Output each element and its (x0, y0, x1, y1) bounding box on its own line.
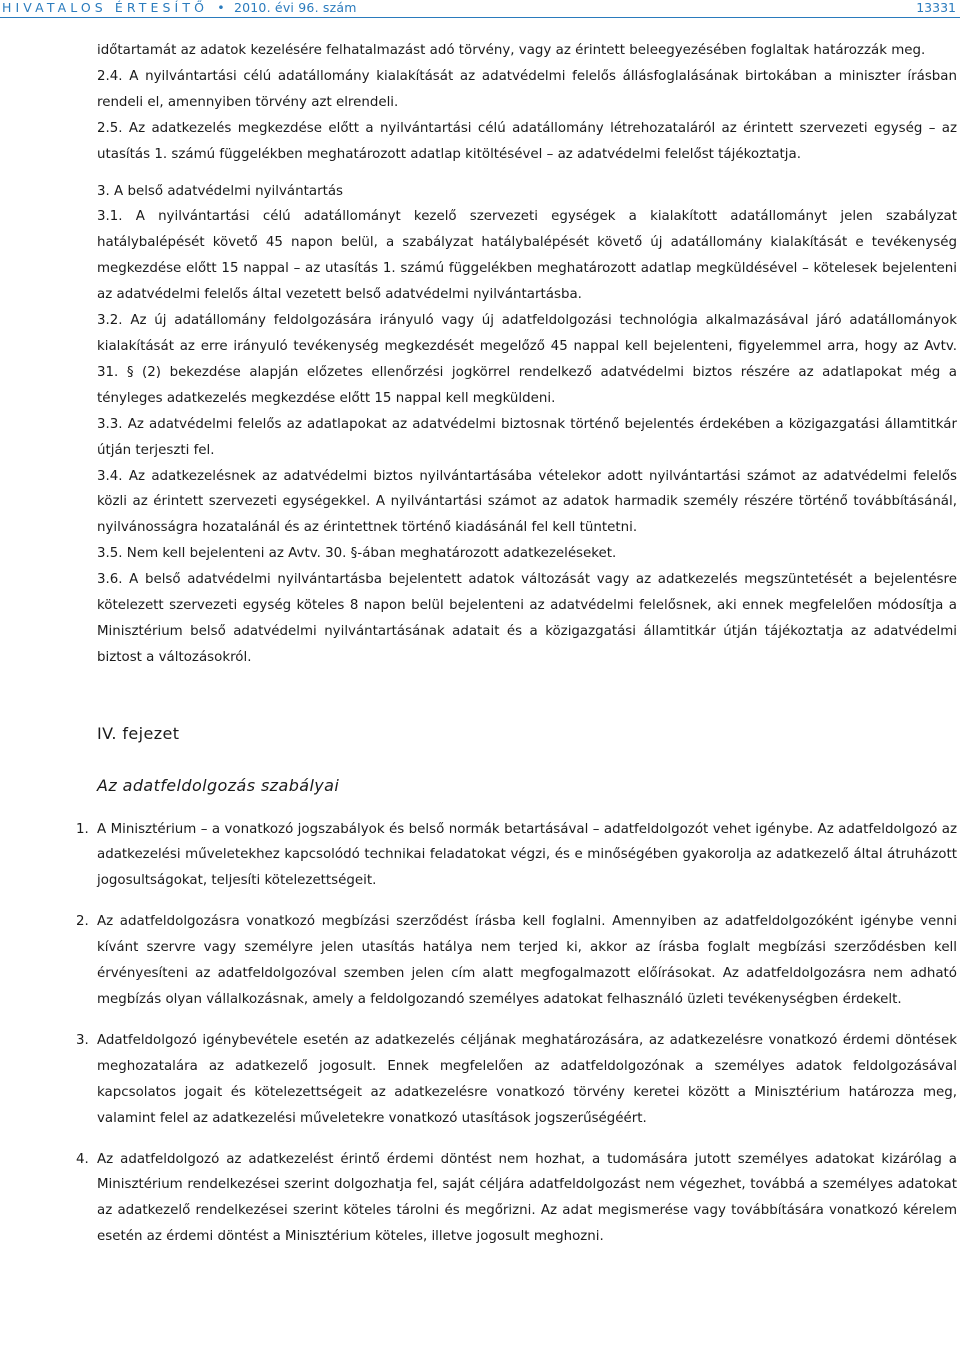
bullet-separator: • (217, 0, 225, 15)
document-body (76, 38, 957, 1250)
paragraph-continuation: időtartamát az adatok kezelésére felhatalmazást adó törvény, vagy az érintett beleegyezésében foglaltak határozzák meg. (97, 43, 926, 58)
chapter-subtitle: Az adatfeldolgozás szabályai (97, 775, 340, 795)
paragraph-3-6: 3.6. A belső adatvédelmi nyilvántartásba bejelentett adatok változását vagy az adatkezelés megszüntetését a bejelentésre kötelezett szervezeti egység köteles 8 napon belül bejelenteni az adatvédelmi felelősnek, aki ennek megfelelően módosítja a Minisztérium belső adatvédelmi nyilvántartásának adatait és a közigazgatási államtitkár útján tájékoztatja az adatvédelmi biztost a változásokról. (97, 572, 957, 665)
paragraph-3-4: 3.4. Az adatkezelésnek az adatvédelmi biztos nyilvántartásába vételekor adott nyilvántartási számot az adatvédelmi felelős közli az érintett szervezeti egységekkel. A nyilvántartási számot az adatok harmadik személy részére történő továbbításánál, nyilvánosságra hozatalánál és az érintettnek történő kiadásánál fel kell tüntetni. (97, 468, 957, 536)
paragraph-3-5: 3.5. Nem kell bejelenteni az Avtv. 30. §-ában meghatározott adatkezeléseket. (97, 546, 617, 562)
page-number: 13331 (916, 0, 956, 15)
issue-label: 2010. évi 96. szám (233, 0, 357, 15)
section-3-heading: 3. A belső adatvédelmi nyilvántartás (97, 183, 344, 199)
spacer (97, 1132, 957, 1147)
spacer (97, 894, 957, 909)
paragraph-3-1: 3.1. A nyilvántartási célú adatállományt kezelő szervezeti egységek a kialakított adatállományt jelen szabályzat hatálybalépését követő 45 napon belül, a szabályzat hatálybalépését követő új adatállomány kialakítását e tevékenység megkezdése előtt 15 nappal – az utasítás 1. számú függelékben meghatározott adatlap megküldésével – kötelesek bejelenteni az adatvédelmi felelős által vezetett belső adatvédelmi nyilvántartásba. (97, 209, 957, 303)
list-item-text: Adatfeldolgozó igénybevétele esetén az adatkezelés céljának meghatározására, az adatkezelésre vonatkozó érdemi döntések meghozatalára az adatkezelő jogosult. Ennek megfelelően az adatfeldolgozónak a személyes adatok feldolgozásával kapcsolatos jogait és kötelezettségeit az adatkezelésre vonatkozó törvény keretei között a Minisztérium határozza meg, valamint felel az adatkezelési műveletekre vonatkozó utasítások jogszerűségéért. (97, 1032, 957, 1126)
list-item-number: 4. (76, 1151, 89, 1167)
journal-title: HIVATALOS ÉRTESÍTŐ (2, 0, 209, 15)
list-item-text: Az adatfeldolgozó az adatkezelést érintő érdemi döntést nem hozhat, a tudomására jutott személyes adatokat kizárólag a Minisztérium rendelkezései szerint dolgozhatja fel, saját céljára adatfeldolgozást nem végezhet, továbbá a személyes adatokat az adatkezelő rendelkezései szerint köteles tárolni és megőrizni. Az adat megismerése vagy továbbítására vonatkozó kérelem esetén az érdemi döntést a Minisztérium köteles, illetve jogosult meghozni. (97, 1151, 957, 1245)
list-item (76, 1028, 957, 1132)
chapter-title: IV. fejezet (97, 723, 180, 743)
journal-masthead (2, 0, 357, 15)
paragraph-2-4: 2.4. A nyilvántartási célú adatállomány kialakítását az adatvédelmi felelős állásfoglalásának birtokában a miniszter írásban rendeli el, amennyiben törvény azt elrendeli. (97, 68, 957, 110)
list-item-text: Az adatfeldolgozásra vonatkozó megbízási szerződést írásba kell foglalni. Amennyiben az adatfeldolgozóként igénybe venni kívánt szervre vagy személyre jelen utasítás hatálya nem terjed ki, akkor az írásba foglalt megbízási szerződésben kell érvényesíteni az adatfeldolgozóval szemben jelen cím alatt megfogalmazott előírásokat. Az adatfeldolgozásra nem adható megbízás olyan vállalkozásnak, amely a feldolgozandó személyes adatokat felhasználó üzleti tevékenységben érdekelt. (97, 914, 957, 1007)
paragraph-3-2: 3.2. Az új adatállomány feldolgozására irányuló vagy új adatfeldolgozási technológia alkalmazásával járó adatállományok kialakítását az erre irányuló tevékenység megkezdését megelőző 45 nappal kell bejelenteni, figyelemmel arra, hogy az Avtv. 31. § (2) bekezdése alapján előzetes ellenőrzési jogkörrel rendelkező adatvédelmi biztos részére az adatlapokat még a tényleges adatkezelés megkezdése előtt 15 nappal kell megküldeni. (97, 313, 957, 406)
list-item-number: 2. (76, 914, 89, 930)
header-divider (0, 17, 960, 18)
spacer (97, 1013, 957, 1028)
spacer (97, 747, 957, 773)
list-item (76, 817, 957, 895)
paragraph-3-3: 3.3. Az adatvédelmi felelős az adatlapokat az adatvédelmi biztosnak történő bejelentés érdekében a közigazgatási államtitkár útján terjeszti fel. (97, 416, 957, 458)
spacer (97, 671, 957, 721)
page-header (0, 0, 960, 28)
paragraph-2-5: 2.5. Az adatkezelés megkezdése előtt a nyilvántartási célú adatállomány létrehozataláról az érintett szervezeti egység – az utasítás 1. számú függelékben meghatározott adatlap kitöltésével – az adatvédelmi felelőst tájékoztatja. (97, 120, 957, 162)
list-item (76, 909, 957, 1013)
list-item-text: A Minisztérium – a vonatkozó jogszabályok és belső normák betartásával – adatfeldolgozót vehet igénybe. Az adatfeldolgozó az adatkezelési műveletekhez kapcsolódó technikai feladatokat végzi, és e minőségében gyakorolja az adatkezelő által átruházott jogosultságokat, teljesíti kötelezettségeit. (97, 821, 957, 889)
list-item-number: 1. (76, 821, 89, 837)
list-item-number: 3. (76, 1032, 89, 1048)
list-item (76, 1147, 957, 1251)
spacer (97, 799, 957, 817)
spacer (97, 168, 957, 179)
